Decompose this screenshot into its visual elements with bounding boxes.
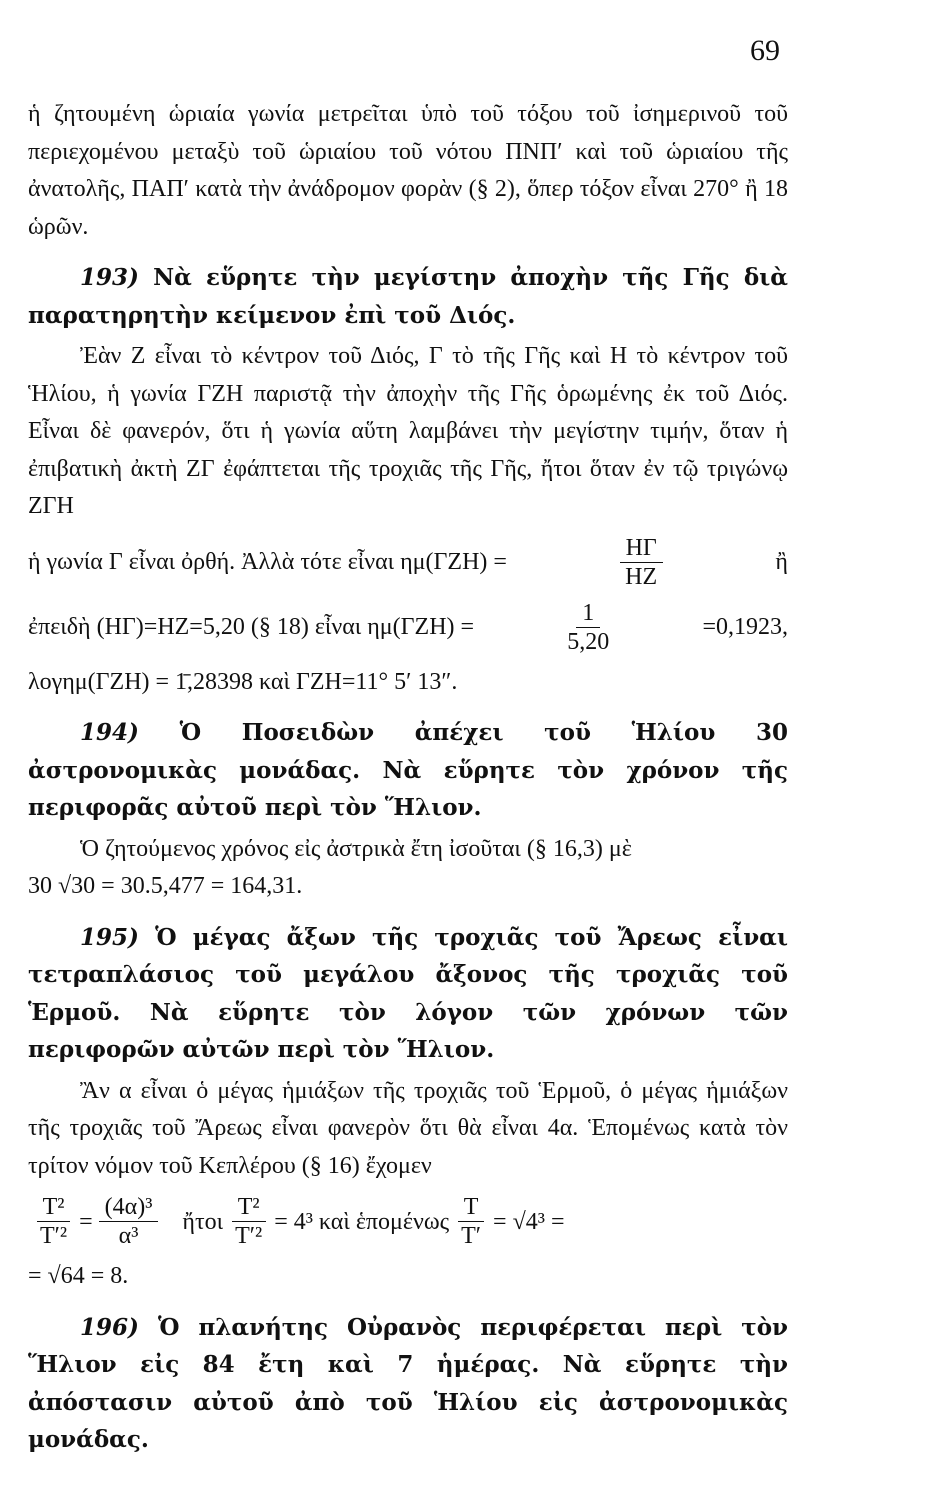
problem-193-number: 193): [80, 264, 139, 291]
fraction-numerator: 1: [576, 599, 600, 628]
problem-194-statement: [28, 714, 788, 827]
equation-log-sine: λογημ(ΓΖΗ) = 1̄,28398 καὶ ΓΖΗ=11° 5′ 13″.: [28, 668, 458, 695]
fraction-numerator: T²: [37, 1193, 71, 1222]
fraction-4a-cubed-over-a-cubed: [99, 1193, 159, 1250]
problem-195-text: Ὁ μέγας ἄξων τῆς τροχιᾶς τοῦ Ἄρεως εἶναι τετραπλάσιος τοῦ μεγάλου ἄξονος τῆς τροχιᾶς τοῦ Ἑρμοῦ. Νὰ εὕρητε τὸν λόγον τῶν χρόνων τῶν περιφορῶν αὐτῶν περὶ τὸν Ἥλιον.: [28, 923, 788, 1063]
fraction-t2-over-tprime2-second: [229, 1193, 268, 1250]
problem-194-equation: 30 √30 = 30.5,477 = 164,31.: [28, 873, 303, 899]
equation-kepler-ratio: [28, 1193, 788, 1250]
equation-sine-value: [28, 599, 788, 656]
fraction-t2-over-tprime2: [34, 1193, 73, 1250]
problem-196-number: 196): [80, 1313, 139, 1341]
fraction-numerator: T: [458, 1193, 485, 1222]
equation-sine-ratio-left: ἡ γωνία Γ εἶναι ὀρθή. Ἀλλὰ τότε εἶναι ημ(ΓΖΗ) =: [28, 549, 507, 575]
problem-195-statement: [28, 919, 788, 1069]
fraction-numerator: T²: [232, 1193, 266, 1222]
fraction-numerator: ΗΓ: [620, 534, 663, 563]
fraction-denominator: T′²: [235, 1223, 263, 1249]
equation-sine-ratio-right: ἢ: [775, 549, 788, 575]
equation-kepler-end: = √4³ =: [493, 1208, 565, 1235]
fraction-denominator: T′²: [40, 1223, 68, 1249]
problem-196-statement: [28, 1309, 788, 1459]
page-number: 69: [750, 34, 780, 67]
fraction-one-over-520: [561, 599, 615, 656]
fraction-denominator: ΗΖ: [625, 563, 658, 590]
fraction-denominator: T′: [461, 1223, 482, 1249]
fraction-denominator: 5,20: [567, 628, 610, 655]
equals-sign: =: [79, 1208, 93, 1235]
word-itoi: ἤτοι: [182, 1208, 224, 1235]
problem-194-solution: Ὁ ζητούμενος χρόνος εἰς ἀστρικὰ ἔτη ἰσοῦται (§ 16,3) μὲ: [80, 835, 632, 862]
paragraph-continuation: ἡ ζητουμένη ὡριαία γωνία μετρεῖται ὑπὸ τοῦ τόξου τοῦ ἰσημερινοῦ τοῦ περιεχομένου μεταξὺ τοῦ ὡριαίου τοῦ νότου ΠΝΠ′ καὶ τοῦ ὡριαίου τῆς ἀνατολῆς, ΠΑΠ′ κατὰ τὴν ἀνάδρομον φορὰν (§ 2), ὅπερ τόξον εἶναι 270° ἢ 18 ὡρῶν.: [28, 101, 788, 240]
equation-sqrt-64: = √64 = 8.: [28, 1263, 129, 1289]
equation-kepler-middle: = 4³ καὶ ἑπομένως: [274, 1208, 450, 1235]
problem-193-solution: Ἐὰν Ζ εἶναι τὸ κέντρον τοῦ Διός, Γ τὸ τῆς Γῆς καὶ Η τὸ κέντρον τοῦ Ἡλίου, ἡ γωνία ΓΖΗ παριστᾷ τὴν ἀποχὴν τῆς Γῆς ὁρωμένης ἐκ τοῦ Διός. Εἶναι δὲ φανερόν, ὅτι ἡ γωνία αὕτη λαμβάνει τὴν μεγίστην τιμήν, ὅταν ἡ ἐπιβατικὴ ἀκτὴ ΖΓ ἐφάπτεται τῆς τροχιᾶς τῆς Γῆς, ἤτοι ὅταν ἐν τῷ τριγώνῳ ΖΓΗ: [28, 343, 788, 519]
equation-sine-value-right: =0,1923,: [702, 614, 788, 640]
fraction-t-over-tprime: [455, 1193, 487, 1250]
problem-196-text: Ὁ πλανήτης Οὐρανὸς περιφέρεται περὶ τὸν Ἥλιον εἰς 84 ἔτη καὶ 7 ἡμέρας. Νὰ εὕρητε τὴν ἀπόστασιν αὐτοῦ ἀπὸ τοῦ Ἡλίου εἰς ἀστρονομικὰς μονάδας.: [28, 1313, 789, 1453]
problem-193-text: Νὰ εὕρητε τὴν μεγίστην ἀποχὴν τῆς Γῆς διὰ παρατηρητὴν κείμενον ἐπὶ τοῦ Διός.: [28, 264, 788, 329]
problem-193-statement: [28, 259, 788, 334]
fraction-hg-hz: [619, 534, 663, 591]
fraction-numerator: (4α)³: [99, 1193, 159, 1222]
equation-sine-ratio: [28, 534, 788, 591]
fraction-denominator: α³: [118, 1223, 139, 1249]
problem-194-number: 194): [80, 719, 139, 746]
problem-195-number: 195): [80, 923, 139, 951]
problem-195-solution: Ἂν α εἶναι ὁ μέγας ἡμιάξων τῆς τροχιᾶς τοῦ Ἑρμοῦ, ὁ μέγας ἡμιάξων τῆς τροχιᾶς τοῦ Ἄρεως εἶναι φανερὸν ὅτι θὰ εἶναι 4α. Ἑπομένως κατὰ τὸν τρίτον νόμον τοῦ Κεπλέρου (§ 16) ἔχομεν: [28, 1077, 788, 1179]
page-content: [28, 96, 788, 1463]
problem-194-text: Ὁ Ποσειδὼν ἀπέχει τοῦ Ἡλίου 30 ἀστρονομικὰς μονάδας. Νὰ εὕρητε τὸν χρόνον τῆς περιφορᾶς αὐτοῦ περὶ τὸν Ἥλιον.: [28, 719, 788, 821]
equation-sine-value-left: ἐπειδὴ (ΗΓ)=ΗΖ=5,20 (§ 18) εἶναι ημ(ΓΖΗ) =: [28, 614, 475, 640]
